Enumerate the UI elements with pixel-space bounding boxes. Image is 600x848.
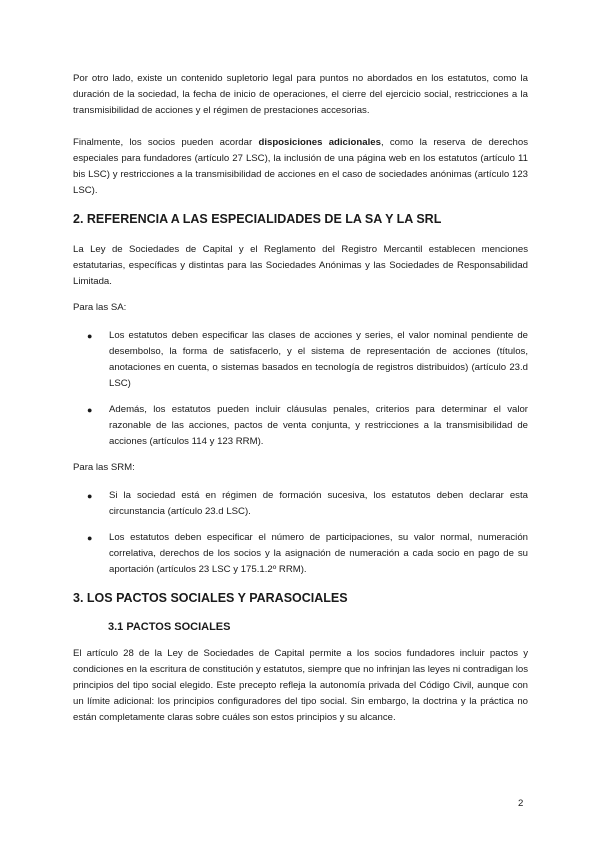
section-3-1-heading: 3.1 PACTOS SOCIALES — [108, 621, 231, 633]
section-3-heading: 3. LOS PACTOS SOCIALES Y PARASOCIALES — [73, 591, 348, 605]
bullet-icon: ● — [87, 491, 93, 501]
label-srm: Para las SRM: — [73, 462, 135, 473]
bullet-icon: ● — [87, 405, 93, 415]
list-item — [73, 530, 528, 578]
page-content — [73, 71, 528, 726]
list-item-text: Los estatutos deben especificar el número de participaciones, su valor normal, numeración correlativa, derechos de los socios y la asignación de numeración a cada socio en pago de su aportación (artículos 23 LSC y 175.1.2º RRM). — [109, 532, 528, 575]
section-2-heading: 2. REFERENCIA A LAS ESPECIALIDADES DE LA SA Y LA SRL — [73, 212, 442, 226]
srm-bullet-list — [73, 488, 528, 578]
list-item-text: Los estatutos deben especificar las clases de acciones y series, el valor nominal pendiente de desembolso, la forma de satisfacerlo, y el sistema de representación de acciones (títulos, anotaciones en cuenta, o sistemas basados en tecnología de registros distribuidos) (artículo 23.d LSC) — [109, 330, 528, 389]
list-item-text: Además, los estatutos pueden incluir cláusulas penales, criterios para determinar el valor razonable de las acciones, pactos de venta conjunta, y restricciones a la transmisibilidad de acciones (artículos 114 y 123 RRM). — [109, 404, 528, 447]
paragraph-disposiciones — [73, 135, 528, 199]
paragraph-text: , como la reserva de derechos especiales para fundadores (artículo 27 LSC), la inclusión de una página web en los estatutos (artículo 11 bis LSC) y restricciones a la transmisibilidad de acciones en el caso de sociedades anónimas (artículo 123 LSC). — [73, 137, 528, 196]
list-item — [73, 488, 528, 520]
paragraph-supletorio: Por otro lado, existe un contenido supletorio legal para puntos no abordados en los estatutos, como la duración de la sociedad, la fecha de inicio de operaciones, el cierre del ejercicio social, restricciones a la transmisibilidad de acciones y el régimen de prestaciones accesorias. — [73, 73, 528, 116]
list-item-text: Si la sociedad está en régimen de formación sucesiva, los estatutos deben declarar esta circunstancia (artículo 23.d LSC). — [109, 490, 528, 517]
bullet-icon: ● — [87, 331, 93, 341]
page-number: 2 — [518, 798, 524, 809]
label-sa: Para las SA: — [73, 302, 127, 313]
sa-bullet-list — [73, 328, 528, 450]
paragraph-text: Finalmente, los socios pueden acordar — [73, 137, 259, 148]
list-item — [73, 328, 528, 392]
bold-term: disposiciones adicionales — [258, 137, 381, 148]
section-3-1-body: El artículo 28 de la Ley de Sociedades de Capital permite a los socios fundadores incluir pactos y condiciones en la escritura de constitución y estatutos, siempre que no infrinjan las leyes ni contradigan los principios del tipo social elegido. Este precepto refleja la autonomía privada del Código Civil, aunque con un límite adicional: los principios configuradores del tipo social. Sin embargo, la doctrina y la práctica no están completamente claras sobre cuáles son estos principios y su alcance. — [73, 648, 528, 723]
section-2-intro: La Ley de Sociedades de Capital y el Reglamento del Registro Mercantil establecen menciones estatutarias, específicas y distintas para las Sociedades Anónimas y las Sociedades de Responsabilidad Limitada. — [73, 244, 528, 287]
bullet-icon: ● — [87, 533, 93, 543]
list-item — [73, 402, 528, 450]
